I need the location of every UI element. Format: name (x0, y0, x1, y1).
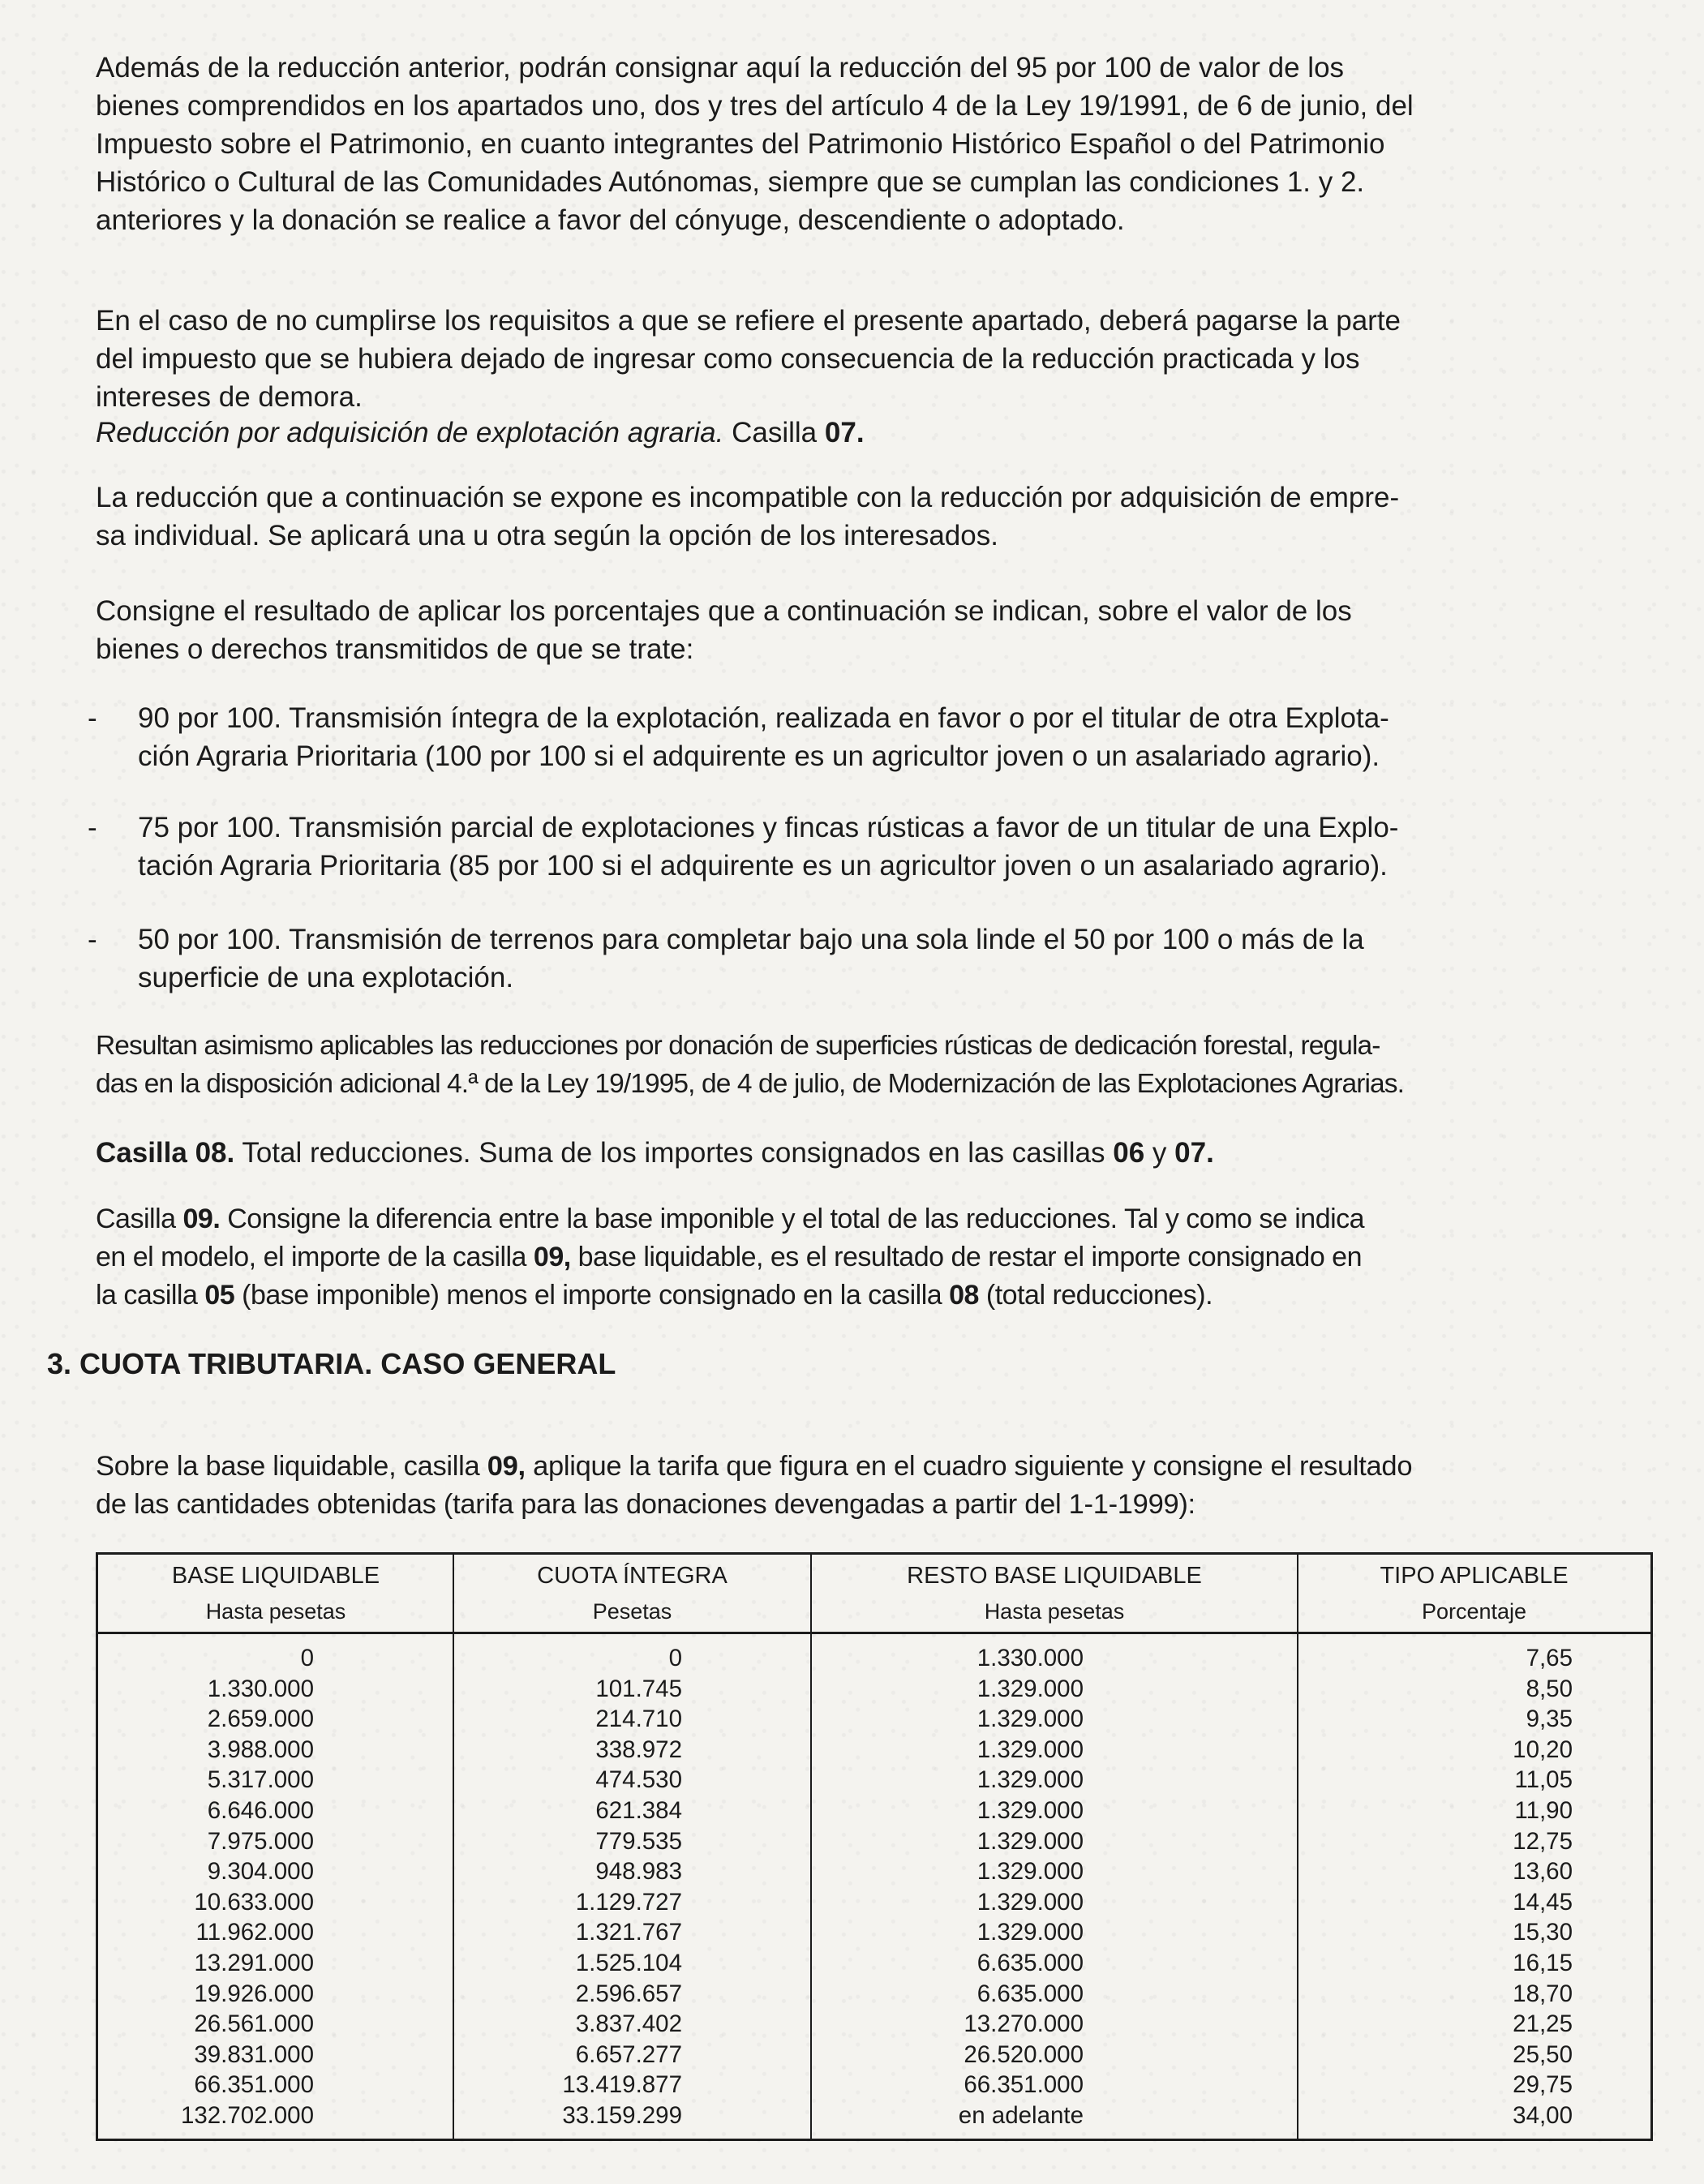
text-line: La reducción que a continuación se expone es incompatible con la reducción por adquisición de empre- (96, 482, 1400, 513)
bullet-dash: - (88, 924, 97, 955)
section-heading: 3. CUOTA TRIBUTARIA. CASO GENERAL (47, 1347, 616, 1380)
table-cell: 13.270.000 (964, 2010, 1084, 2038)
paragraph-porcentajes (96, 592, 1653, 668)
table-cell: 338.972 (595, 1736, 682, 1763)
table-cell: 1.329.000 (976, 1797, 1084, 1824)
table-cell: 11.962.000 (195, 1919, 314, 1946)
table-cell: 0 (300, 1645, 314, 1671)
column-divider (1297, 1555, 1298, 2139)
casilla-label: Casilla 08. (96, 1137, 235, 1169)
table-cell: 474.530 (595, 1766, 682, 1794)
table-cell: 1.329.000 (976, 1827, 1084, 1855)
text-line: ción Agraria Prioritaria (100 por 100 si el adquirente es un agricultor joven o un asalariado agrario). (138, 740, 1380, 772)
table-cell: 6.657.277 (575, 2040, 682, 2068)
table-cell: 101.745 (595, 1675, 682, 1702)
column-title: TIPO APLICABLE (1380, 1563, 1569, 1589)
table-cell: 21,25 (1513, 2010, 1573, 2038)
bullet-dash: - (88, 812, 97, 843)
text-line: 90 por 100. Transmisión íntegra de la explotación, realizada en favor o por el titular de otra Explota- (138, 702, 1389, 734)
casilla-number: 06 (1113, 1137, 1145, 1169)
casilla-number: 05 (204, 1280, 235, 1311)
casilla-number: 08 (949, 1280, 979, 1311)
text-fragment: Sobre la base liquidable, casilla (96, 1451, 480, 1482)
section-title-text: Reducción por adquisición de explotación agraria. (96, 417, 724, 448)
table-cell: 3.988.000 (207, 1736, 314, 1763)
casilla-number: 09. (182, 1204, 221, 1234)
table-cell: 1.329.000 (976, 1766, 1084, 1794)
table-cell: 1.330.000 (976, 1645, 1084, 1671)
column-header-cuota-integra (453, 1555, 811, 1632)
table-cell: 33.159.299 (562, 2102, 682, 2129)
table-cell: 3.837.402 (575, 2010, 682, 2038)
column-divider (453, 1555, 454, 2139)
paragraph-tarifa-intro (96, 1448, 1653, 1524)
paragraph-casilla-09 (96, 1200, 1653, 1315)
column-subtitle: Pesetas (592, 1599, 672, 1624)
table-cell: 132.702.000 (180, 2102, 314, 2129)
table-cell: 6.635.000 (976, 1950, 1084, 1976)
text-line: Impuesto sobre el Patrimonio, en cuanto integrantes del Patrimonio Histórico Español o del Patrimonio (96, 128, 1385, 160)
table-cell: 1.525.104 (575, 1950, 682, 1976)
casilla-text: Total reducciones. Suma de los importes consignados en las casillas (242, 1137, 1105, 1169)
bullet-dash: - (88, 702, 97, 734)
text-line: tación Agraria Prioritaria (85 por 100 si el adquirente es un agricultor joven o un asalariado agrario). (138, 850, 1388, 882)
column-header-tipo-aplicable (1298, 1555, 1650, 1632)
table-cell: 14,45 (1513, 1888, 1573, 1916)
text-line: intereses de demora. (96, 381, 363, 413)
tariff-table (96, 1552, 1653, 2141)
table-cell: 1.330.000 (207, 1675, 314, 1702)
casilla-number: 09, (533, 1242, 571, 1272)
list-item (88, 699, 1653, 775)
text-line: 50 por 100. Transmisión de terrenos para completar bajo una sola linde el 50 por 100 o más de la (138, 924, 1364, 955)
text-fragment: en el modelo, el importe de la casilla (96, 1242, 526, 1272)
table-cell: 1.329.000 (976, 1919, 1084, 1946)
text-fragment: base liquidable, es el resultado de restar el importe consignado en (577, 1242, 1362, 1272)
table-cell: 19.926.000 (194, 1980, 314, 2007)
table-cell: 0 (668, 1645, 682, 1671)
list-item (88, 809, 1653, 885)
text-line: bienes comprendidos en los apartados uno, dos y tres del artículo 4 de la Ley 19/1991, de 6 de junio, del (96, 90, 1414, 122)
table-cell: 1.329.000 (976, 1736, 1084, 1763)
table-cell: 26.561.000 (194, 2010, 314, 2038)
text-line: Consigne el resultado de aplicar los porcentajes que a continuación se indican, sobre el valor de los (96, 595, 1352, 627)
table-cell: 66.351.000 (194, 2071, 314, 2099)
table-cell: 621.384 (595, 1797, 682, 1824)
text-fragment: Casilla (96, 1204, 176, 1234)
table-cell: 5.317.000 (207, 1766, 314, 1794)
text-line: bienes o derechos transmitidos de que se trate: (96, 633, 694, 665)
text-fragment: la casilla (96, 1280, 198, 1311)
conjunction-text: y (1152, 1137, 1167, 1169)
table-cell: 13.291.000 (194, 1950, 314, 1976)
table-cell: 15,30 (1513, 1919, 1573, 1946)
table-cell: 2.596.657 (575, 1980, 682, 2007)
column-subtitle: Hasta pesetas (984, 1599, 1125, 1624)
table-cell: 16,15 (1513, 1950, 1573, 1976)
table-header (98, 1555, 1650, 1634)
table-cell: 12,75 (1513, 1827, 1573, 1855)
paragraph-incompatibilidad (96, 478, 1653, 555)
table-cell: 6.646.000 (207, 1797, 314, 1824)
text-line: anteriores y la donación se realice a favor del cónyuge, descendiente o adoptado. (96, 204, 1125, 236)
table-cell: 779.535 (595, 1827, 682, 1855)
table-cell: 39.831.000 (194, 2040, 314, 2068)
column-subtitle: Porcentaje (1421, 1599, 1527, 1624)
table-cell: 11,05 (1514, 1766, 1573, 1794)
table-cell: 8,50 (1526, 1675, 1573, 1702)
table-cell: 948.983 (595, 1858, 682, 1886)
text-line: superficie de una explotación. (138, 962, 514, 993)
column-title: CUOTA ÍNTEGRA (537, 1563, 728, 1589)
table-cell: 214.710 (595, 1706, 682, 1733)
table-cell: 2.659.000 (207, 1706, 314, 1733)
table-cell: 13,60 (1513, 1858, 1573, 1886)
table-cell: 10.633.000 (194, 1888, 314, 1916)
column-divider (810, 1555, 812, 2139)
column-header-base-liquidable (98, 1555, 453, 1632)
text-fragment: Consigne la diferencia entre la base imponible y el total de las reducciones. Tal y como se indica (227, 1204, 1365, 1234)
table-cell: 66.351.000 (964, 2071, 1084, 2099)
table-cell: 1.329.000 (976, 1675, 1084, 1702)
table-cell: 9,35 (1526, 1706, 1573, 1733)
table-cell: 7.975.000 (207, 1827, 314, 1855)
text-line: das en la disposición adicional 4.ª de la Ley 19/1995, de 4 de julio, de Modernización de las Explotaciones Agrarias. (96, 1069, 1404, 1099)
column-subtitle: Hasta pesetas (205, 1599, 346, 1624)
text-line: En el caso de no cumplirse los requisitos a que se refiere el presente apartado, deberá pagarse la parte (96, 305, 1401, 337)
paragraph-superficies-rusticas (96, 1027, 1653, 1103)
table-cell: 7,65 (1526, 1645, 1573, 1671)
table-cell: 1.329.000 (976, 1706, 1084, 1733)
list-item (88, 920, 1653, 997)
casilla-number: 07. (824, 417, 865, 448)
table-cell: 1.329.000 (976, 1888, 1084, 1916)
column-header-resto-base (811, 1555, 1298, 1632)
table-cell: 26.520.000 (964, 2040, 1084, 2068)
table-cell: en adelante (958, 2102, 1084, 2129)
column-title: RESTO BASE LIQUIDABLE (907, 1563, 1202, 1589)
table-cell: 1.329.000 (976, 1858, 1084, 1886)
table-cell: 9.304.000 (207, 1858, 314, 1886)
text-fragment: (total reducciones). (985, 1280, 1213, 1311)
text-line: Además de la reducción anterior, podrán consignar aquí la reducción del 95 por 100 de valor de los (96, 52, 1345, 84)
text-line: Resultan asimismo aplicables las reducciones por donación de superficies rústicas de dedicación forestal, regula- (96, 1031, 1380, 1061)
text-line: sa individual. Se aplicará una u otra según la opción de los interesados. (96, 520, 998, 551)
text-line: de las cantidades obtenidas (tarifa para las donaciones devengadas a partir del 1-1-1999): (96, 1489, 1195, 1520)
text-fragment: aplique la tarifa que figura en el cuadro siguiente y consigne el resultado (533, 1451, 1413, 1482)
casilla-number: 09, (487, 1451, 526, 1482)
table-cell: 1.321.767 (575, 1919, 682, 1946)
table-cell: 13.419.877 (562, 2071, 682, 2099)
table-cell: 18,70 (1513, 1980, 1573, 2007)
table-cell: 25,50 (1513, 2040, 1573, 2068)
table-cell: 29,75 (1513, 2071, 1573, 2099)
table-cell: 1.129.727 (575, 1888, 682, 1916)
section-title-casilla-07 (96, 414, 1653, 452)
casilla-number: 07. (1174, 1137, 1214, 1169)
text-line: Histórico o Cultural de las Comunidades Autónomas, siempre que se cumplan las condiciones 1. y 2. (96, 166, 1365, 198)
paragraph-incumplimiento (96, 302, 1653, 416)
table-cell: 10,20 (1513, 1736, 1573, 1763)
paragraph-reduccion-patrimonio (96, 49, 1653, 239)
casilla-label: Casilla (732, 417, 818, 448)
table-cell: 11,90 (1514, 1797, 1573, 1824)
text-line: del impuesto que se hubiera dejado de ingresar como consecuencia de la reducción practicada y los (96, 343, 1360, 375)
table-cell: 6.635.000 (976, 1980, 1084, 2007)
table-cell: 34,00 (1513, 2102, 1573, 2129)
column-title: BASE LIQUIDABLE (171, 1563, 380, 1589)
paragraph-casilla-08 (96, 1134, 1653, 1172)
text-fragment: (base imponible) menos el importe consignado en la casilla (242, 1280, 942, 1311)
text-line: 75 por 100. Transmisión parcial de explotaciones y fincas rústicas a favor de un titular de una Explo- (138, 812, 1399, 843)
